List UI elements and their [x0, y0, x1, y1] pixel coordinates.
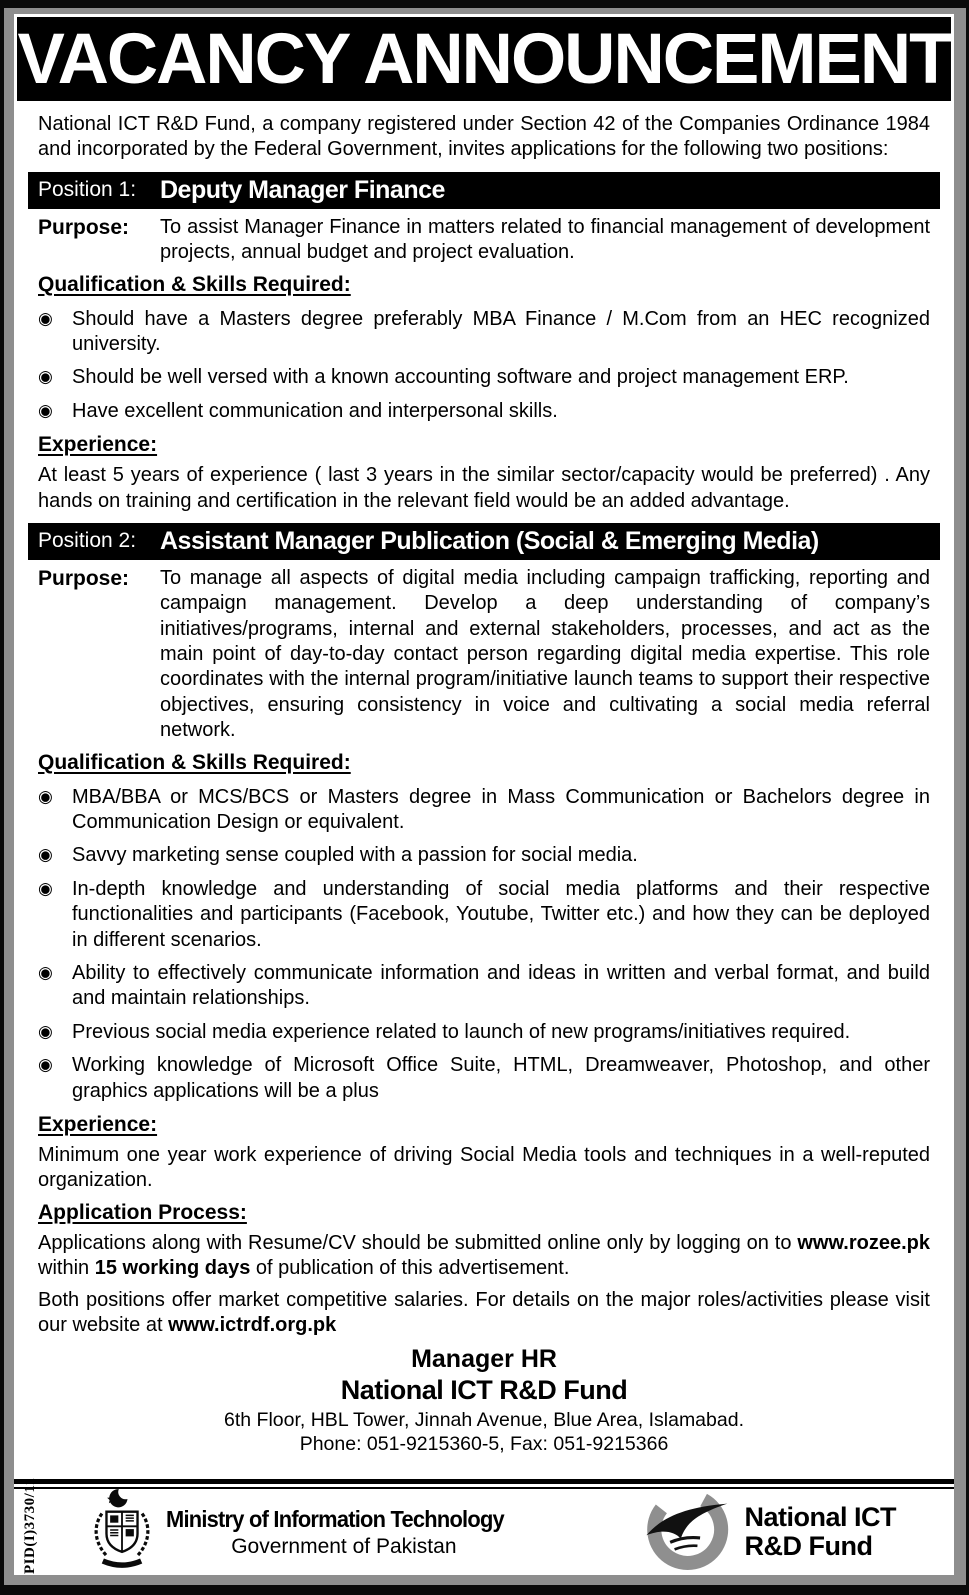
purpose-label: Purpose:: [38, 566, 130, 590]
list-item: [38, 961, 930, 1012]
signature-org: National ICT R&D Fund: [340, 1375, 628, 1406]
application-text-segment: Applications along with Resume/CV should be submitted online only by logging on to: [38, 1231, 798, 1254]
pakistan-emblem-icon: [90, 1488, 154, 1576]
fisheye-bullet-icon: ◉: [38, 962, 53, 983]
position1-purpose-row: [38, 215, 930, 266]
signature-address: 6th Floor, HBL Tower, Jinnah Avenue, Blue Area, Islamabad.: [224, 1409, 744, 1432]
position1-experience-heading: Experience:: [38, 433, 158, 457]
position2-label: Position 2:: [38, 529, 137, 553]
fisheye-bullet-icon: ◉: [38, 308, 53, 329]
ministry-name: Ministry of Information Technology: [166, 1505, 504, 1532]
list-item: [38, 877, 930, 953]
fisheye-bullet-icon: ◉: [38, 400, 53, 421]
ictrdf-url: www.ictrdf.org.pk: [168, 1313, 337, 1336]
scan-frame-top: [0, 0, 969, 8]
position1-purpose-text: To assist Manager Finance in matters related to financial management of development projects, annual budget and project evaluation.: [160, 215, 930, 264]
pid-number: PID(I)3730/11: [22, 1477, 38, 1574]
position2-experience-text: Minimum one year work experience of driving Social Media tools and techniques in a well-reputed organization.: [38, 1143, 930, 1192]
fund-logo-block: [642, 1486, 896, 1576]
list-item: [38, 1020, 930, 1045]
position1-label: Position 1:: [38, 178, 137, 202]
position2-qualification-list: [38, 777, 930, 1104]
salaries-text: [38, 1288, 930, 1339]
salaries-text-segment: Both positions offer market competitive salaries. For details on the major roles/activities please visit our website at: [38, 1288, 930, 1336]
position1-qualification-list: [38, 299, 930, 425]
fund-name: [744, 1503, 896, 1561]
signature-name: Manager HR: [411, 1345, 557, 1374]
position2-experience-heading: Experience:: [38, 1112, 158, 1136]
list-item: [38, 399, 930, 424]
fund-name-line2: R&D Fund: [744, 1531, 873, 1561]
fisheye-bullet-icon: ◉: [38, 878, 53, 899]
ministry-block: [166, 1506, 522, 1559]
page-title: VACANCY ANNOUNCEMENT: [17, 17, 951, 101]
list-item-text: Should have a Masters degree preferably MBA Finance / M.Com from an HEC recognized university.: [72, 307, 930, 355]
list-item-text: Should be well versed with a known accounting software and project management ERP.: [72, 366, 849, 389]
ict-fund-swoosh-icon: [642, 1486, 730, 1576]
rozee-url: www.rozee.pk: [797, 1231, 930, 1254]
list-item: [38, 785, 930, 836]
footer: [14, 1477, 954, 1575]
list-item-text: MBA/BBA or MCS/BCS or Masters degree in Mass Communication or Bachelors degree in Communication Design or equivalent.: [72, 785, 930, 834]
position2-title: Assistant Manager Publication (Social & Emerging Media): [160, 526, 819, 555]
scan-frame-bottom: [0, 1585, 969, 1595]
intro-paragraph: National ICT R&D Fund, a company registered under Section 42 of the Companies Ordinance 1984 and incorporated by the Federal Government, invites applications for the following two positions:: [38, 113, 930, 161]
position2-purpose-row: [38, 566, 930, 744]
fisheye-bullet-icon: ◉: [38, 786, 53, 807]
position1-experience-text: At least 5 years of experience ( last 3 years in the similar sector/capacity would be preferred) . Any hands on training and certification in the relevant field would be an added advantage.: [38, 464, 930, 512]
government-name: Government of Pakistan: [231, 1534, 457, 1558]
fisheye-bullet-icon: ◉: [38, 1055, 53, 1076]
position2-bar: [28, 523, 940, 560]
scan-frame-left: [0, 0, 4, 1595]
application-process-heading: Application Process:: [38, 1200, 247, 1224]
application-process-text: [38, 1231, 930, 1282]
list-item: [38, 843, 930, 868]
list-item-text: Savvy marketing sense coupled with a passion for social media.: [72, 844, 638, 867]
application-text-segment: of publication of this advertisement.: [250, 1257, 570, 1280]
position1-bar: [28, 172, 940, 209]
fisheye-bullet-icon: ◉: [38, 1021, 53, 1042]
list-item: [38, 365, 930, 390]
position2-purpose-text: To manage all aspects of digital media including campaign trafficking, reporting and campaign management. Develop a deep understanding of company’s initiatives/programs, internal and external stakeholders, processes, and act as the main point of day-to-day contact person regarding digital media expertise. This role coordinates with the internal program/initiative launch teams to support their respective objectives, ensuring consistency in voice and cultivating a social media referral network.: [160, 566, 930, 742]
list-item-text: Ability to effectively communicate information and ideas in written and verbal format, and build and maintain relationships.: [72, 961, 930, 1010]
working-days-emphasis: 15 working days: [94, 1257, 251, 1280]
list-item-text: In-depth knowledge and understanding of social media platforms and their respective functionalities and participants (Facebook, Youtube, Twitter etc.) and how they can be deployed in different scenarios.: [72, 877, 930, 951]
signature-phone: Phone: 051-9215360-5, Fax: 051-9215366: [299, 1433, 669, 1456]
fund-name-line1: National ICT: [744, 1502, 896, 1533]
fisheye-bullet-icon: ◉: [38, 367, 53, 388]
list-item-text: Previous social media experience related to launch of new programs/initiatives required.: [72, 1020, 851, 1043]
position1-title: Deputy Manager Finance: [160, 175, 445, 204]
position1-qualification-heading: Qualification & Skills Required:: [38, 272, 351, 296]
fisheye-bullet-icon: ◉: [38, 845, 53, 866]
application-text-segment: within: [38, 1257, 95, 1280]
purpose-label: Purpose:: [38, 215, 130, 239]
list-item-text: Working knowledge of Microsoft Office Suite, HTML, Dreamweaver, Photoshop, and other graphics applications will be a plus: [72, 1054, 930, 1102]
list-item-text: Have excellent communication and interpersonal skills.: [72, 399, 558, 422]
list-item: [38, 1053, 930, 1104]
position2-qualification-heading: Qualification & Skills Required:: [38, 750, 351, 774]
advert-page: [14, 14, 954, 1575]
list-item: [38, 307, 930, 358]
